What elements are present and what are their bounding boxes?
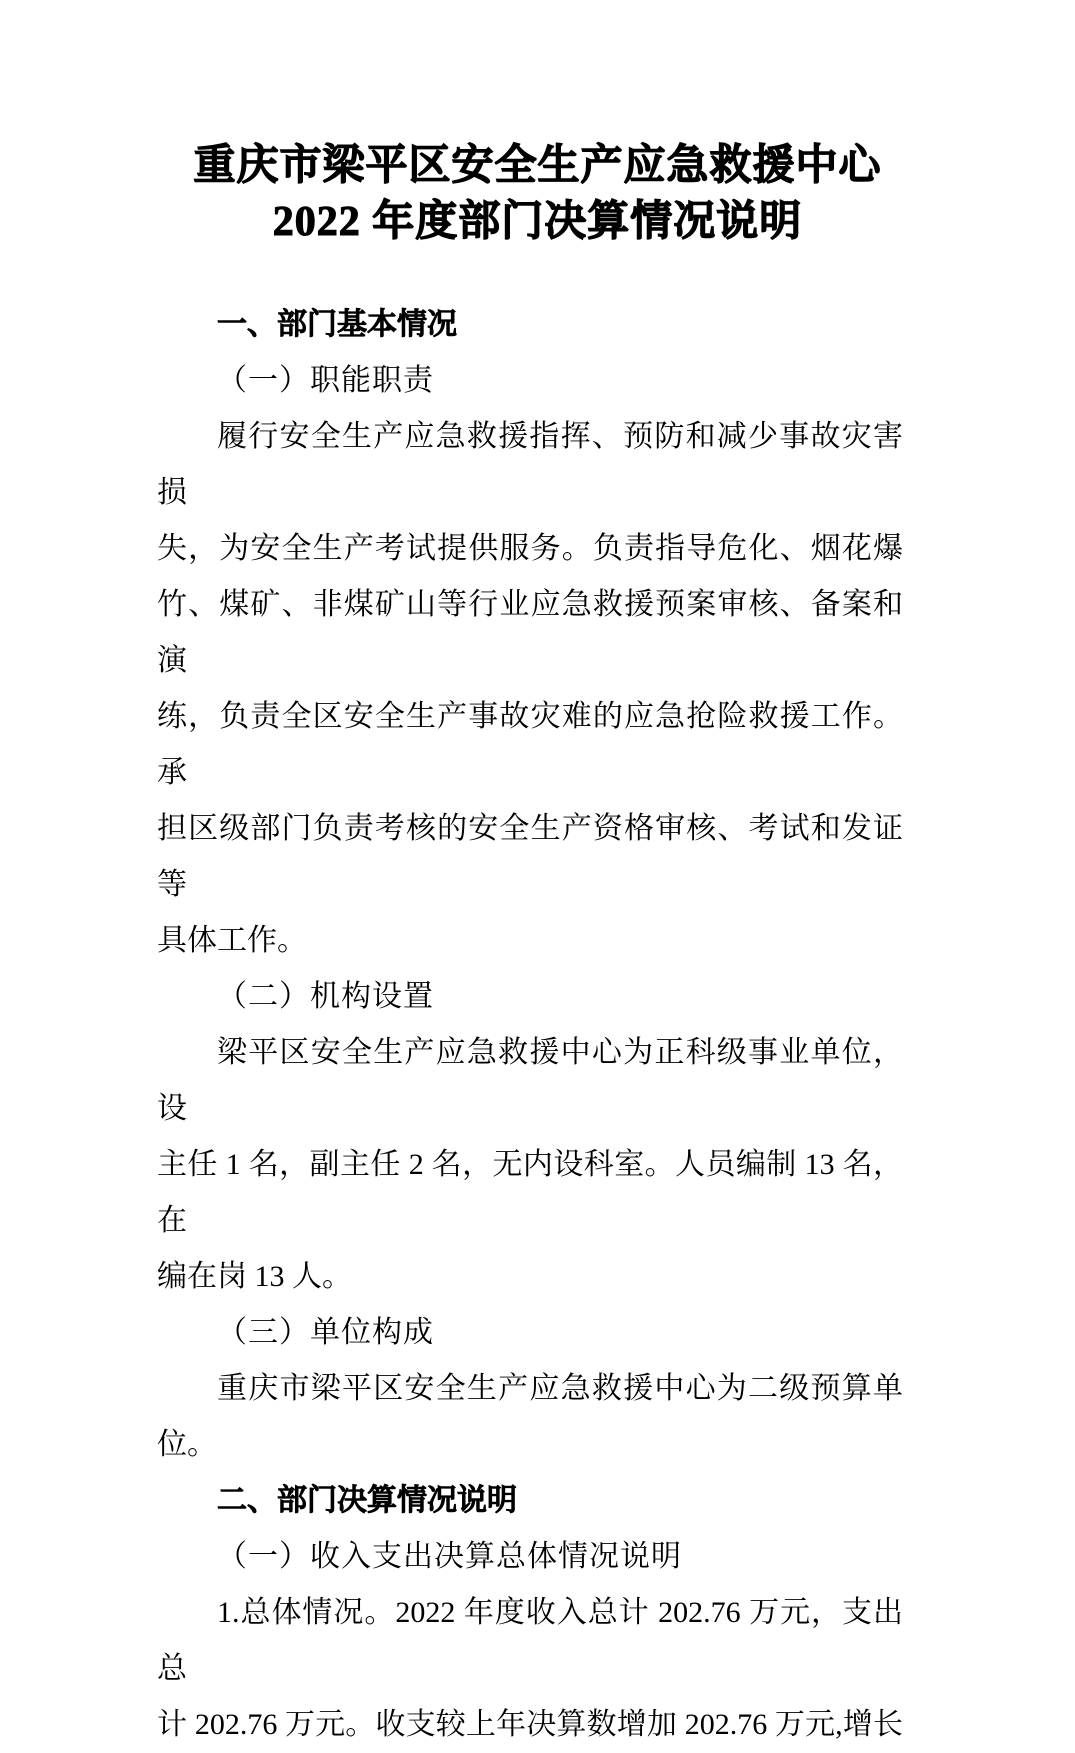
- paragraph-overall-situation-line-1: 1.总体情况。2022 年度收入总计 202.76 万元，支出总: [157, 1596, 903, 1685]
- section-1-2-heading: （二）机构设置: [217, 980, 434, 1013]
- document-title-line1: 重庆市梁平区安全生产应急救援中心: [193, 143, 882, 189]
- paragraph-unit-composition-line-2: 位。: [157, 1428, 217, 1461]
- paragraph-duties: [157, 409, 903, 969]
- paragraph-organization-line-3: 编在岗 13 人。: [157, 1260, 352, 1293]
- paragraph-unit-composition-line-1: 重庆市梁平区安全生产应急救援中心为二级预算单: [217, 1372, 903, 1405]
- section-2-1-heading: （一）收入支出决算总体情况说明: [217, 1540, 682, 1573]
- section-1-3-heading: （三）单位构成: [217, 1316, 434, 1349]
- paragraph-overall-situation-line-2: 计 202.76 万元。收支较上年决算数增加 202.76 万元,增长: [157, 1708, 903, 1741]
- section-2-heading: 二、部门决算情况说明: [217, 1484, 517, 1517]
- paragraph-unit-composition: [157, 1361, 903, 1473]
- paragraph-duties-line-1: 履行安全生产应急救援指挥、预防和减少事故灾害损: [157, 420, 903, 509]
- section-1-1-heading: （一）职能职责: [217, 364, 434, 397]
- document-body: [157, 297, 903, 1753]
- paragraph-organization-line-2: 主任 1 名，副主任 2 名，无内设科室。人员编制 13 名，在: [157, 1148, 903, 1237]
- document-title: [0, 0, 1075, 250]
- document-title-line2: 2022 年度部门决算情况说明: [272, 199, 803, 245]
- paragraph-duties-line-4: 练，负责全区安全生产事故灾难的应急抢险救援工作。承: [157, 700, 903, 789]
- section-1-heading: 一、部门基本情况: [217, 308, 457, 341]
- paragraph-duties-line-2: 失，为安全生产考试提供服务。负责指导危化、烟花爆: [157, 532, 903, 565]
- paragraph-duties-line-6: 具体工作。: [157, 924, 307, 957]
- paragraph-duties-line-5: 担区级部门负责考核的安全生产资格审核、考试和发证等: [157, 812, 903, 901]
- paragraph-organization: [157, 1025, 903, 1305]
- paragraph-organization-line-1: 梁平区安全生产应急救援中心为正科级事业单位，设: [157, 1036, 903, 1125]
- paragraph-duties-line-3: 竹、煤矿、非煤矿山等行业应急救援预案审核、备案和演: [157, 588, 903, 677]
- paragraph-overall-situation: [157, 1585, 903, 1753]
